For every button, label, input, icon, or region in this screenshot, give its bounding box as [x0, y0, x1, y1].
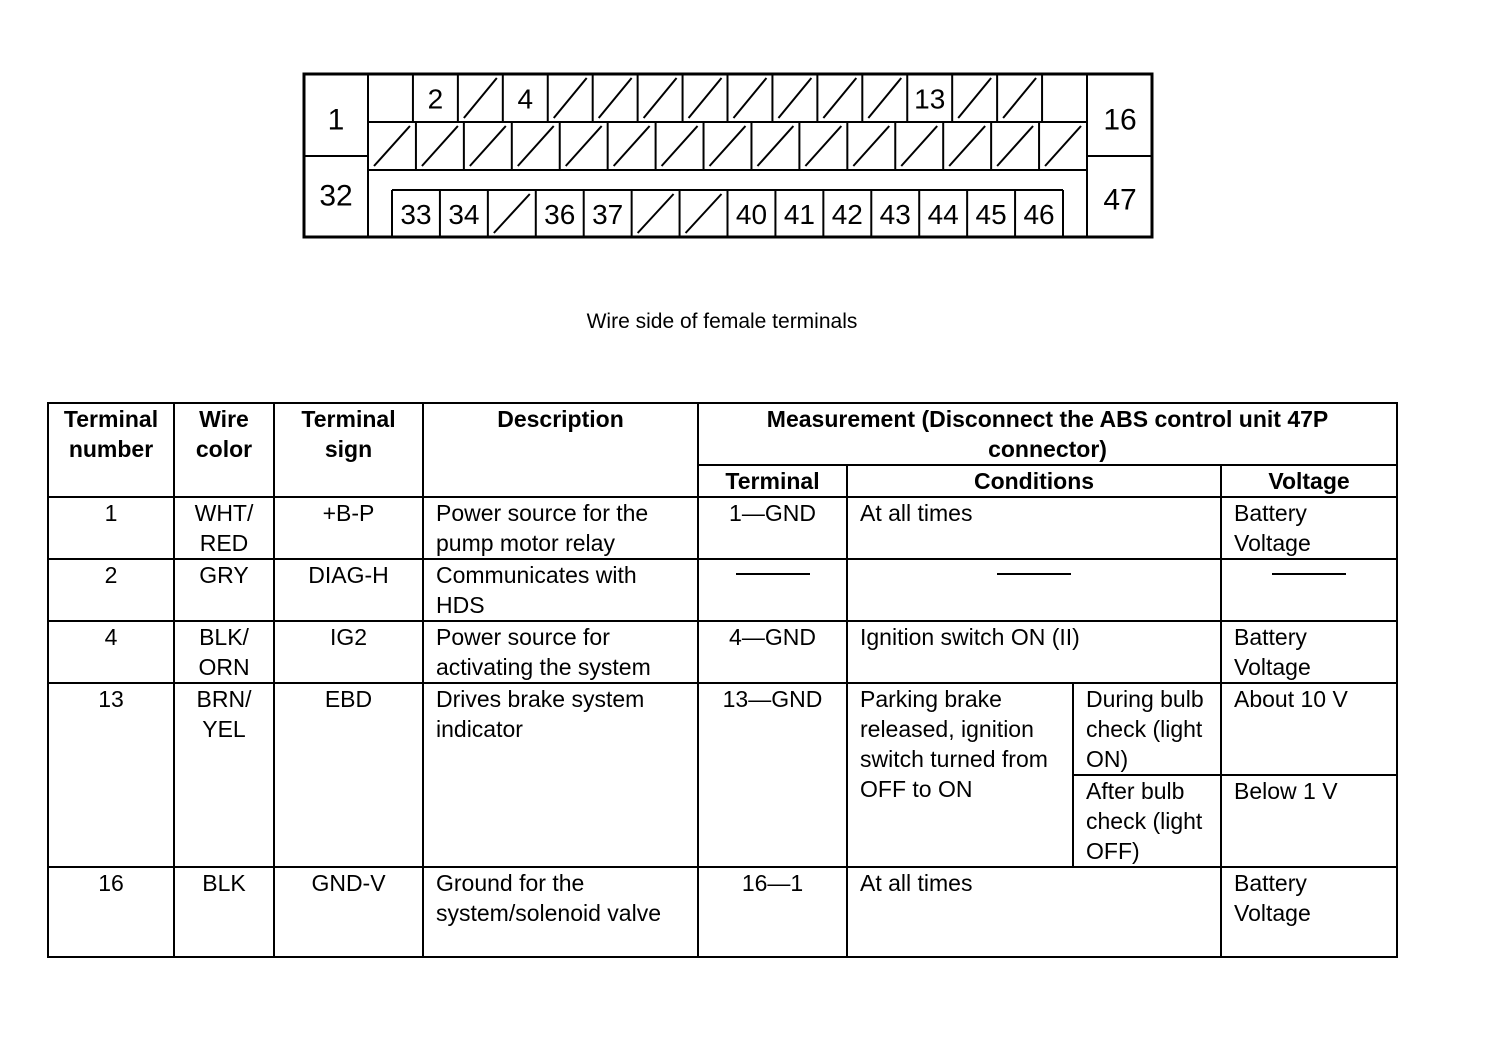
- terminal-number: 2: [48, 559, 174, 621]
- unused-cavity-slash: [868, 78, 901, 118]
- connector-diagram: [0, 0, 1504, 300]
- terminal-label: 44: [927, 199, 959, 230]
- terminal-sign: EBD: [274, 683, 423, 867]
- terminal-sign: +B-P: [274, 497, 423, 559]
- header-description: Description: [423, 403, 698, 497]
- description: Power source for activating the system: [423, 621, 698, 683]
- header-terminal-sign: Terminal sign: [274, 403, 423, 497]
- description: Communicates with HDS: [423, 559, 698, 621]
- terminal-number: 1: [48, 497, 174, 559]
- measurement-terminal: 13—GND: [698, 683, 847, 867]
- terminal-label: 41: [783, 199, 815, 230]
- dash-mark: [736, 573, 810, 575]
- unused-cavity-slash: [1045, 126, 1081, 166]
- table-row: [48, 559, 1397, 621]
- terminal-label: 33: [400, 199, 432, 230]
- unused-cavity-slash: [374, 126, 410, 166]
- unused-cavity-slash: [757, 126, 793, 166]
- terminal-label: 37: [592, 199, 624, 230]
- voltage-after-bulb-check: Below 1 V: [1221, 775, 1397, 867]
- conditions-empty: [847, 559, 1221, 621]
- unused-cavity-slash: [1003, 78, 1036, 118]
- table-row: [48, 497, 1397, 559]
- terminal-sign: IG2: [274, 621, 423, 683]
- condition-during-bulb-check: During bulb check (light ON): [1073, 683, 1221, 775]
- measurement-terminal: 1—GND: [698, 497, 847, 559]
- unused-cavity-slash: [464, 78, 497, 118]
- terminal-label: 2: [427, 83, 444, 115]
- terminal-label: 4: [517, 83, 534, 115]
- wire-color: BRN/ YEL: [174, 683, 274, 867]
- terminal-label: 36: [544, 199, 576, 230]
- conditions: Ignition switch ON (II): [847, 621, 1221, 683]
- dash-mark: [1272, 573, 1346, 575]
- terminal-number: 13: [48, 683, 174, 867]
- unused-cavity-slash: [518, 126, 554, 166]
- terminal-number: 16: [48, 867, 174, 957]
- unused-cavity-slash: [778, 78, 811, 118]
- unused-cavity-slash: [644, 78, 677, 118]
- unused-cavity-slash: [566, 126, 602, 166]
- side-label: 32: [319, 179, 353, 213]
- wire-color: BLK: [174, 867, 274, 957]
- terminal-sign: DIAG-H: [274, 559, 423, 621]
- terminal-number: 4: [48, 621, 174, 683]
- description: Drives brake system indicator: [423, 683, 698, 867]
- wire-color: GRY: [174, 559, 274, 621]
- terminal-label: 13: [914, 83, 946, 115]
- table-row: [48, 683, 1397, 775]
- voltage-empty: [1221, 559, 1397, 621]
- unused-cavity-slash: [949, 126, 985, 166]
- terminal-label: 45: [975, 199, 1007, 230]
- unused-cavity-slash: [710, 126, 746, 166]
- header-terminal-number: Terminal number: [48, 403, 174, 497]
- voltage-during-bulb-check: About 10 V: [1221, 683, 1397, 775]
- terminal-sign: GND-V: [274, 867, 423, 957]
- unused-cavity-slash: [614, 126, 650, 166]
- unused-cavity-slash: [422, 126, 458, 166]
- wire-color: WHT/ RED: [174, 497, 274, 559]
- terminal-label: 46: [1023, 199, 1055, 230]
- table-row: [48, 867, 1397, 957]
- voltage: Battery Voltage: [1221, 867, 1397, 957]
- unused-cavity-slash: [997, 126, 1033, 166]
- voltage: Battery Voltage: [1221, 497, 1397, 559]
- unused-cavity-slash: [823, 78, 856, 118]
- side-label: 16: [1103, 103, 1137, 137]
- dash-mark: [997, 573, 1071, 575]
- header-wire-color: Wire color: [174, 403, 274, 497]
- terminal-label: 42: [831, 199, 863, 230]
- terminal-label: 40: [735, 199, 768, 230]
- terminal-label: 34: [448, 199, 480, 230]
- terminal-label: 43: [879, 199, 911, 230]
- condition-after-bulb-check: After bulb check (light OFF): [1073, 775, 1221, 867]
- unused-cavity-slash: [689, 78, 722, 118]
- unused-cavity-slash: [686, 194, 722, 233]
- unused-cavity-slash: [853, 126, 889, 166]
- description: Power source for the pump motor relay: [423, 497, 698, 559]
- measurement-terminal: 4—GND: [698, 621, 847, 683]
- description: Ground for the system/solenoid valve: [423, 867, 698, 957]
- unused-cavity-slash: [494, 194, 530, 233]
- terminal-table: [47, 402, 1398, 958]
- conditions: At all times: [847, 867, 1221, 957]
- side-label: 47: [1103, 183, 1137, 217]
- measurement-terminal: 16—1: [698, 867, 847, 957]
- header-voltage: Voltage: [1221, 465, 1397, 497]
- unused-cavity-slash: [470, 126, 506, 166]
- unused-cavity-slash: [805, 126, 841, 166]
- diagram-caption: Wire side of female terminals: [586, 310, 858, 333]
- voltage: Battery Voltage: [1221, 621, 1397, 683]
- header-measurement: Measurement (Disconnect the ABS control unit 47P connector): [698, 403, 1397, 465]
- unused-cavity-slash: [638, 194, 674, 233]
- conditions-main: Parking brake released, ignition switch turned from OFF to ON: [847, 683, 1073, 867]
- table-row: [48, 621, 1397, 683]
- side-label: 1: [327, 103, 345, 137]
- unused-cavity-slash: [554, 78, 587, 118]
- wire-color: BLK/ ORN: [174, 621, 274, 683]
- header-terminal: Terminal: [698, 465, 847, 497]
- unused-cavity-slash: [662, 126, 698, 166]
- conditions: At all times: [847, 497, 1221, 559]
- unused-cavity-slash: [734, 78, 767, 118]
- unused-cavity-slash: [958, 78, 991, 118]
- measurement-terminal-empty: [698, 559, 847, 621]
- unused-cavity-slash: [901, 126, 937, 166]
- header-conditions: Conditions: [847, 465, 1221, 497]
- unused-cavity-slash: [599, 78, 632, 118]
